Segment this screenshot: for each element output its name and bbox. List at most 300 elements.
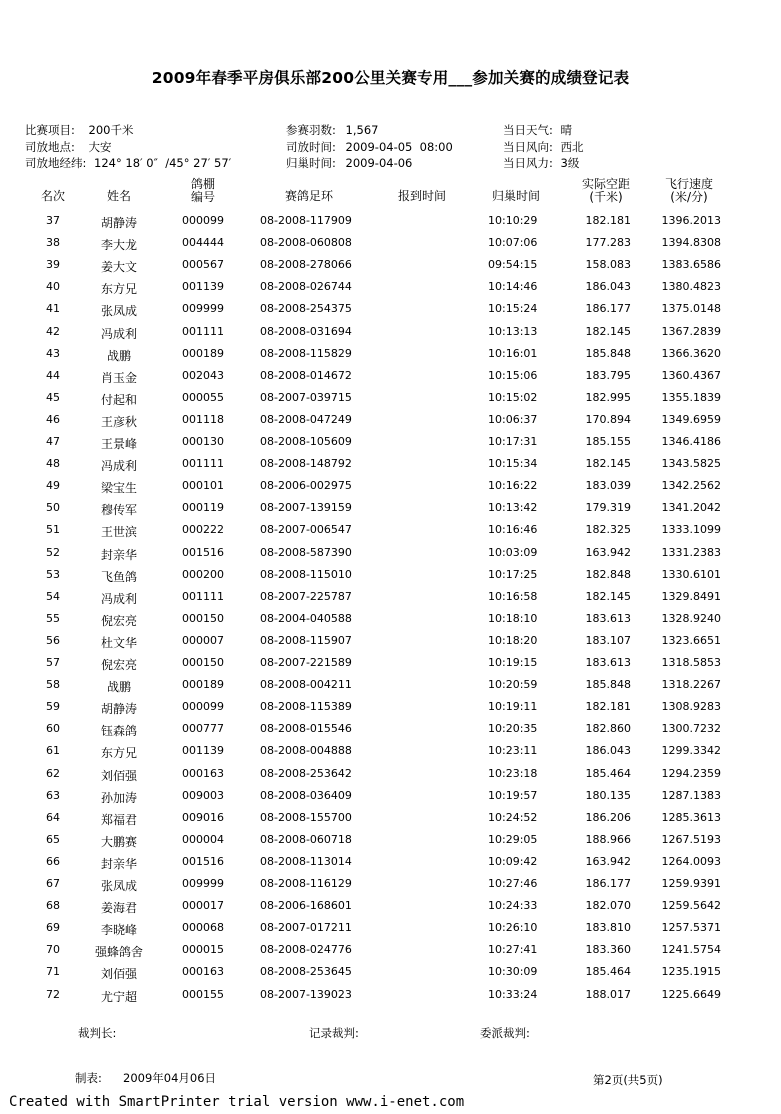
cell-rank: 72 xyxy=(46,987,60,1001)
cell-distance: 182.070 xyxy=(585,899,631,913)
table-row xyxy=(0,855,781,877)
cell-rank: 71 xyxy=(46,965,60,979)
cell-name: 冯成利 xyxy=(100,459,137,474)
table-row xyxy=(0,325,781,347)
cell-distance: 183.613 xyxy=(585,656,631,669)
cell-ring-number: 08-2008-115829 xyxy=(260,346,352,360)
cell-distance: 182.848 xyxy=(585,567,631,581)
table-row xyxy=(0,965,781,987)
cell-distance: 185.155 xyxy=(585,435,631,448)
cell-speed: 1341.2042 xyxy=(661,501,721,515)
cell-rank: 53 xyxy=(46,567,60,581)
weather-label: 当日天气: xyxy=(503,123,553,137)
cell-home-time: 10:09:42 xyxy=(488,854,538,868)
table-row xyxy=(0,302,781,324)
cell-home-time: 10:13:42 xyxy=(488,501,538,515)
cell-distance: 188.966 xyxy=(585,832,631,846)
cell-name: 大鹏赛 xyxy=(100,834,137,849)
table-row xyxy=(0,413,781,435)
cell-ring-number: 08-2008-115907 xyxy=(260,633,352,647)
cell-loft-id: 001118 xyxy=(182,412,224,426)
cell-name: 刘佰强 xyxy=(100,768,137,783)
cell-ring-number: 08-2008-254375 xyxy=(260,302,352,316)
cell-rank: 50 xyxy=(46,501,60,515)
cell-name: 姜海君 xyxy=(100,901,137,916)
table-row xyxy=(0,700,781,722)
cell-distance: 163.942 xyxy=(585,854,631,868)
return-time-value: 2009-04-06 xyxy=(345,156,413,170)
table-row xyxy=(0,789,781,811)
cell-ring-number: 08-2008-024776 xyxy=(260,943,352,957)
cell-home-time: 10:18:20 xyxy=(488,633,538,647)
cell-home-time: 10:20:35 xyxy=(488,722,538,736)
coords-value: 124° 18′ 0″ /45° 27′ 57′ xyxy=(94,156,232,170)
cell-loft-id: 000150 xyxy=(182,656,224,669)
cell-distance: 185.848 xyxy=(585,346,631,360)
release-place-label: 司放地点: xyxy=(25,140,75,154)
cell-ring-number: 08-2008-004888 xyxy=(260,744,352,758)
cell-rank: 45 xyxy=(46,390,60,404)
table-row xyxy=(0,744,781,766)
header-name: 姓名 xyxy=(106,189,131,203)
cell-rank: 60 xyxy=(46,722,60,736)
header-distance xyxy=(572,178,640,204)
cell-rank: 46 xyxy=(46,412,60,426)
cell-ring-number: 08-2008-036409 xyxy=(260,788,352,802)
table-row xyxy=(0,877,781,899)
cell-loft-id: 000004 xyxy=(182,832,224,846)
cell-speed: 1383.6586 xyxy=(661,258,721,272)
weather-value: 晴 xyxy=(560,123,573,137)
cell-name: 李大龙 xyxy=(100,238,137,253)
cell-loft-id: 000200 xyxy=(182,567,224,581)
cell-ring-number: 08-2008-115389 xyxy=(260,700,352,714)
cell-rank: 61 xyxy=(46,744,60,758)
cell-name: 飞鱼鸽 xyxy=(100,569,137,584)
cell-ring-number: 08-2006-168601 xyxy=(260,899,352,913)
cell-home-time: 10:27:41 xyxy=(488,943,538,957)
cell-name: 战鹏 xyxy=(106,348,131,363)
cell-rank: 55 xyxy=(46,611,60,625)
cell-name: 穆传军 xyxy=(100,503,137,518)
cell-ring-number: 08-2007-139023 xyxy=(260,987,352,1001)
cell-speed: 1367.2839 xyxy=(661,324,721,338)
wind-force-label: 当日风力: xyxy=(503,156,553,170)
cell-name: 梁宝生 xyxy=(100,481,137,496)
table-row xyxy=(0,391,781,413)
cell-speed: 1294.2359 xyxy=(661,766,721,780)
cell-loft-id: 001111 xyxy=(182,457,224,471)
release-place-info xyxy=(25,139,112,155)
cell-name: 封亲华 xyxy=(100,547,137,562)
cell-ring-number: 08-2008-116129 xyxy=(260,877,352,890)
cell-name: 胡静涛 xyxy=(100,216,137,230)
event-value: 200千米 xyxy=(88,123,134,137)
header-rank: 名次 xyxy=(40,189,65,203)
cell-speed: 1333.1099 xyxy=(661,523,721,537)
cell-distance: 182.145 xyxy=(585,457,631,471)
cell-rank: 39 xyxy=(46,258,60,272)
cell-speed: 1300.7232 xyxy=(661,722,721,736)
cell-name: 张凤成 xyxy=(100,304,137,319)
cell-rank: 40 xyxy=(46,280,60,294)
table-row xyxy=(0,612,781,634)
cell-ring-number: 08-2006-002975 xyxy=(260,479,352,493)
cell-ring-number: 08-2008-113014 xyxy=(260,854,352,868)
table-row xyxy=(0,479,781,501)
cell-home-time: 10:19:11 xyxy=(488,700,538,714)
cell-name: 胡静涛 xyxy=(100,702,137,717)
cell-rank: 54 xyxy=(46,589,60,603)
cell-speed: 1349.6959 xyxy=(661,412,721,426)
cell-speed: 1299.3342 xyxy=(661,744,721,758)
table-row xyxy=(0,501,781,523)
return-time-info xyxy=(286,155,412,171)
cell-home-time: 10:17:25 xyxy=(488,567,538,581)
cell-home-time: 10:07:06 xyxy=(488,236,538,250)
table-row xyxy=(0,811,781,833)
cell-ring-number: 08-2008-117909 xyxy=(260,214,352,227)
coords-info xyxy=(25,155,231,171)
wind-dir-label: 当日风向: xyxy=(503,140,553,154)
header-loft xyxy=(183,178,223,204)
cell-distance: 185.848 xyxy=(585,678,631,692)
cell-home-time: 10:29:05 xyxy=(488,832,538,846)
cell-speed: 1331.2383 xyxy=(661,545,721,559)
cell-ring-number: 08-2008-587390 xyxy=(260,545,352,559)
assigned-judge-label: 委派裁判: xyxy=(480,1026,530,1040)
cell-distance: 185.464 xyxy=(585,965,631,979)
cell-home-time: 10:33:24 xyxy=(488,987,538,1001)
cell-speed: 1396.2013 xyxy=(661,214,721,227)
cell-ring-number: 08-2008-253645 xyxy=(260,965,352,979)
table-row xyxy=(0,523,781,545)
cell-loft-id: 000155 xyxy=(182,987,224,1001)
cell-speed: 1235.1915 xyxy=(661,965,721,979)
cell-name: 东方兄 xyxy=(100,746,137,761)
cell-loft-id: 000163 xyxy=(182,965,224,979)
cell-home-time: 10:16:46 xyxy=(488,523,538,537)
cell-home-time: 10:15:02 xyxy=(488,390,538,404)
table-row xyxy=(0,280,781,302)
cell-speed: 1259.9391 xyxy=(661,877,721,890)
cell-speed: 1287.1383 xyxy=(661,788,721,802)
cell-distance: 182.181 xyxy=(585,700,631,714)
cell-loft-id: 000068 xyxy=(182,921,224,935)
cell-loft-id: 000150 xyxy=(182,611,224,625)
cell-home-time: 10:20:59 xyxy=(488,678,538,692)
header-loft-line1: 鸽棚 xyxy=(190,177,215,191)
cell-distance: 182.145 xyxy=(585,589,631,603)
cell-distance: 186.206 xyxy=(585,810,631,824)
cell-distance: 183.795 xyxy=(585,368,631,382)
cell-rank: 57 xyxy=(46,656,60,669)
cell-home-time: 10:18:10 xyxy=(488,611,538,625)
event-label: 比赛项目: xyxy=(25,123,75,137)
count-info xyxy=(286,122,378,138)
weather-info xyxy=(503,122,572,138)
cell-loft-id: 000099 xyxy=(182,214,224,227)
cell-loft-id: 001111 xyxy=(182,324,224,338)
cell-rank: 68 xyxy=(46,899,60,913)
chief-judge-label: 裁判长: xyxy=(78,1026,117,1040)
cell-speed: 1394.8308 xyxy=(661,236,721,250)
header-loft-line2: 编号 xyxy=(190,190,215,204)
cell-ring-number: 08-2008-026744 xyxy=(260,280,352,294)
table-row xyxy=(0,546,781,568)
table-row xyxy=(0,833,781,855)
cell-home-time: 10:16:01 xyxy=(488,346,538,360)
cell-distance: 163.942 xyxy=(585,545,631,559)
cell-distance: 183.360 xyxy=(585,943,631,957)
table-row xyxy=(0,258,781,280)
cell-rank: 51 xyxy=(46,523,60,537)
cell-loft-id: 000017 xyxy=(182,899,224,913)
cell-rank: 63 xyxy=(46,788,60,802)
cell-loft-id: 009999 xyxy=(182,877,224,890)
cell-loft-id: 001111 xyxy=(182,589,224,603)
cell-name: 冯成利 xyxy=(100,591,137,606)
cell-loft-id: 000099 xyxy=(182,700,224,714)
cell-rank: 43 xyxy=(46,346,60,360)
cell-ring-number: 08-2007-221589 xyxy=(260,656,352,669)
cell-name: 肖玉金 xyxy=(100,370,137,385)
return-time-label: 归巢时间: xyxy=(286,156,336,170)
cell-distance: 183.810 xyxy=(585,921,631,935)
table-row xyxy=(0,988,781,1010)
cell-name: 冯成利 xyxy=(100,326,137,341)
table-row xyxy=(0,369,781,391)
table-row xyxy=(0,656,781,678)
header-distance-line2: (千米) xyxy=(589,190,623,204)
cell-speed: 1318.5853 xyxy=(661,656,721,669)
cell-home-time: 10:23:18 xyxy=(488,766,538,780)
cell-home-time: 10:26:10 xyxy=(488,921,538,935)
cell-distance: 182.145 xyxy=(585,324,631,338)
cell-speed: 1329.8491 xyxy=(661,589,721,603)
cell-distance: 183.107 xyxy=(585,633,631,647)
cell-loft-id: 000119 xyxy=(182,501,224,515)
cell-rank: 52 xyxy=(46,545,60,559)
header-speed xyxy=(654,178,724,204)
cell-distance: 186.177 xyxy=(585,302,631,316)
cell-name: 王世滨 xyxy=(100,525,137,540)
cell-name: 尤宁超 xyxy=(100,989,137,1004)
cell-distance: 183.613 xyxy=(585,611,631,625)
cell-name: 强蜂鸽舍 xyxy=(94,945,143,960)
cell-name: 杜文华 xyxy=(100,635,137,650)
cell-ring-number: 08-2008-155700 xyxy=(260,810,352,824)
cell-loft-id: 000777 xyxy=(182,722,224,736)
cell-rank: 38 xyxy=(46,236,60,250)
cell-home-time: 10:15:34 xyxy=(488,457,538,471)
cell-home-time: 10:24:33 xyxy=(488,899,538,913)
cell-home-time: 10:15:24 xyxy=(488,302,538,316)
cell-loft-id: 001516 xyxy=(182,545,224,559)
release-time-info xyxy=(286,139,453,155)
cell-rank: 67 xyxy=(46,877,60,890)
cell-ring-number: 08-2007-006547 xyxy=(260,523,352,537)
cell-home-time: 10:16:22 xyxy=(488,479,538,493)
cell-rank: 49 xyxy=(46,479,60,493)
cell-speed: 1380.4823 xyxy=(661,280,721,294)
table-row xyxy=(0,214,781,236)
cell-distance: 177.283 xyxy=(585,236,631,250)
cell-loft-id: 000007 xyxy=(182,633,224,647)
cell-speed: 1328.9240 xyxy=(661,611,721,625)
cell-ring-number: 08-2008-148792 xyxy=(260,457,352,471)
cell-speed: 1360.4367 xyxy=(661,368,721,382)
cell-speed: 1343.5825 xyxy=(661,457,721,471)
cell-ring-number: 08-2008-004211 xyxy=(260,678,352,692)
cell-ring-number: 08-2008-047249 xyxy=(260,412,352,426)
cell-name: 刘佰强 xyxy=(100,967,137,982)
cell-speed: 1241.5754 xyxy=(661,943,721,957)
cell-rank: 65 xyxy=(46,832,60,846)
cell-name: 李晓峰 xyxy=(100,923,137,938)
cell-name: 王彦秋 xyxy=(100,414,137,429)
cell-loft-id: 000055 xyxy=(182,390,224,404)
cell-distance: 183.039 xyxy=(585,479,631,493)
cell-name: 姜大文 xyxy=(100,260,137,275)
wind-force-info xyxy=(503,155,579,171)
table-row xyxy=(0,722,781,744)
cell-loft-id: 000130 xyxy=(182,435,224,448)
cell-home-time: 10:10:29 xyxy=(488,214,538,227)
header-ring: 赛鸽足环 xyxy=(284,189,333,203)
cell-home-time: 09:54:15 xyxy=(488,258,538,272)
event-info xyxy=(25,122,133,138)
coords-label: 司放地经纬: xyxy=(25,156,87,170)
count-value: 1,567 xyxy=(345,123,379,137)
cell-ring-number: 08-2008-115010 xyxy=(260,567,352,581)
cell-loft-id: 001516 xyxy=(182,854,224,868)
cell-home-time: 10:30:09 xyxy=(488,965,538,979)
cell-distance: 182.181 xyxy=(585,214,631,227)
cell-rank: 59 xyxy=(46,700,60,714)
cell-rank: 56 xyxy=(46,633,60,647)
table-row xyxy=(0,457,781,479)
cell-rank: 58 xyxy=(46,678,60,692)
cell-name: 倪宏亮 xyxy=(100,658,137,672)
cell-ring-number: 08-2008-060808 xyxy=(260,236,352,250)
cell-speed: 1330.6101 xyxy=(661,567,721,581)
cell-name: 付起和 xyxy=(100,392,137,407)
table-row xyxy=(0,236,781,258)
cell-name: 封亲华 xyxy=(100,856,137,871)
cell-rank: 37 xyxy=(46,214,60,227)
cell-speed: 1264.0093 xyxy=(661,854,721,868)
cell-ring-number: 08-2007-017211 xyxy=(260,921,352,935)
cell-distance: 180.135 xyxy=(585,788,631,802)
cell-speed: 1285.3613 xyxy=(661,810,721,824)
cell-home-time: 10:13:13 xyxy=(488,324,538,338)
cell-home-time: 10:19:15 xyxy=(488,656,538,669)
cell-rank: 66 xyxy=(46,854,60,868)
cell-ring-number: 08-2008-278066 xyxy=(260,258,352,272)
trial-notice: Created with SmartPrinter trial version www.i-enet.com xyxy=(9,1094,465,1110)
cell-distance: 170.894 xyxy=(585,412,631,426)
cell-rank: 64 xyxy=(46,810,60,824)
record-judge-label: 记录裁判: xyxy=(309,1026,359,1040)
cell-ring-number: 08-2007-225787 xyxy=(260,589,352,603)
cell-distance: 186.043 xyxy=(585,280,631,294)
cell-name: 倪宏亮 xyxy=(100,613,137,628)
cell-rank: 42 xyxy=(46,324,60,338)
cell-rank: 62 xyxy=(46,766,60,780)
table-row xyxy=(0,568,781,590)
wind-force-value: 3级 xyxy=(560,156,580,170)
table-row xyxy=(0,634,781,656)
cell-speed: 1318.2267 xyxy=(661,678,721,692)
cell-loft-id: 001139 xyxy=(182,744,224,758)
cell-speed: 1323.6651 xyxy=(661,633,721,647)
cell-loft-id: 000101 xyxy=(182,479,224,493)
cell-rank: 41 xyxy=(46,302,60,316)
cell-distance: 186.043 xyxy=(585,744,631,758)
cell-distance: 158.083 xyxy=(585,258,631,272)
cell-speed: 1346.4186 xyxy=(661,435,721,448)
table-row xyxy=(0,590,781,612)
cell-distance: 186.177 xyxy=(585,877,631,890)
cell-name: 东方兄 xyxy=(100,282,137,297)
cell-ring-number: 08-2008-105609 xyxy=(260,435,352,448)
page-number: 第2页(共5页) xyxy=(593,1073,663,1087)
cell-speed: 1375.0148 xyxy=(661,302,721,316)
cell-loft-id: 000189 xyxy=(182,346,224,360)
cell-distance: 188.017 xyxy=(585,987,631,1001)
cell-speed: 1308.9283 xyxy=(661,700,721,714)
cell-loft-id: 000567 xyxy=(182,258,224,272)
cell-rank: 44 xyxy=(46,368,60,382)
header-home-time: 归巢时间 xyxy=(491,189,540,203)
cell-distance: 182.860 xyxy=(585,722,631,736)
header-distance-line1: 实际空距 xyxy=(581,177,630,191)
cell-home-time: 10:27:46 xyxy=(488,877,538,890)
cell-home-time: 10:19:57 xyxy=(488,788,538,802)
cell-ring-number: 08-2008-031694 xyxy=(260,324,352,338)
cell-distance: 182.995 xyxy=(585,390,631,404)
cell-name: 钰森鸽 xyxy=(100,724,137,739)
cell-name: 孙加涛 xyxy=(100,790,137,805)
release-time-label: 司放时间: xyxy=(286,140,336,154)
cell-loft-id: 009016 xyxy=(182,810,224,824)
cell-home-time: 10:23:11 xyxy=(488,744,538,758)
cell-ring-number: 08-2008-253642 xyxy=(260,766,352,780)
cell-loft-id: 000189 xyxy=(182,678,224,692)
cell-loft-id: 009999 xyxy=(182,302,224,316)
cell-home-time: 10:06:37 xyxy=(488,412,538,426)
release-time-value: 2009-04-05 08:00 xyxy=(345,140,453,154)
cell-ring-number: 08-2008-015546 xyxy=(260,722,352,736)
table-row xyxy=(0,678,781,700)
made-by-label: 制表: xyxy=(75,1071,102,1085)
wind-dir-info xyxy=(503,139,584,155)
cell-home-time: 10:15:06 xyxy=(488,368,538,382)
cell-distance: 185.464 xyxy=(585,766,631,780)
cell-distance: 179.319 xyxy=(585,501,631,515)
table-row xyxy=(0,767,781,789)
cell-loft-id: 004444 xyxy=(182,236,224,250)
cell-ring-number: 08-2007-139159 xyxy=(260,501,352,515)
cell-speed: 1267.5193 xyxy=(661,832,721,846)
cell-distance: 182.325 xyxy=(585,523,631,537)
cell-home-time: 10:03:09 xyxy=(488,545,538,559)
cell-home-time: 10:14:46 xyxy=(488,280,538,294)
cell-loft-id: 000015 xyxy=(182,943,224,957)
cell-ring-number: 08-2007-039715 xyxy=(260,390,352,404)
header-speed-line2: (米/分) xyxy=(670,190,708,204)
